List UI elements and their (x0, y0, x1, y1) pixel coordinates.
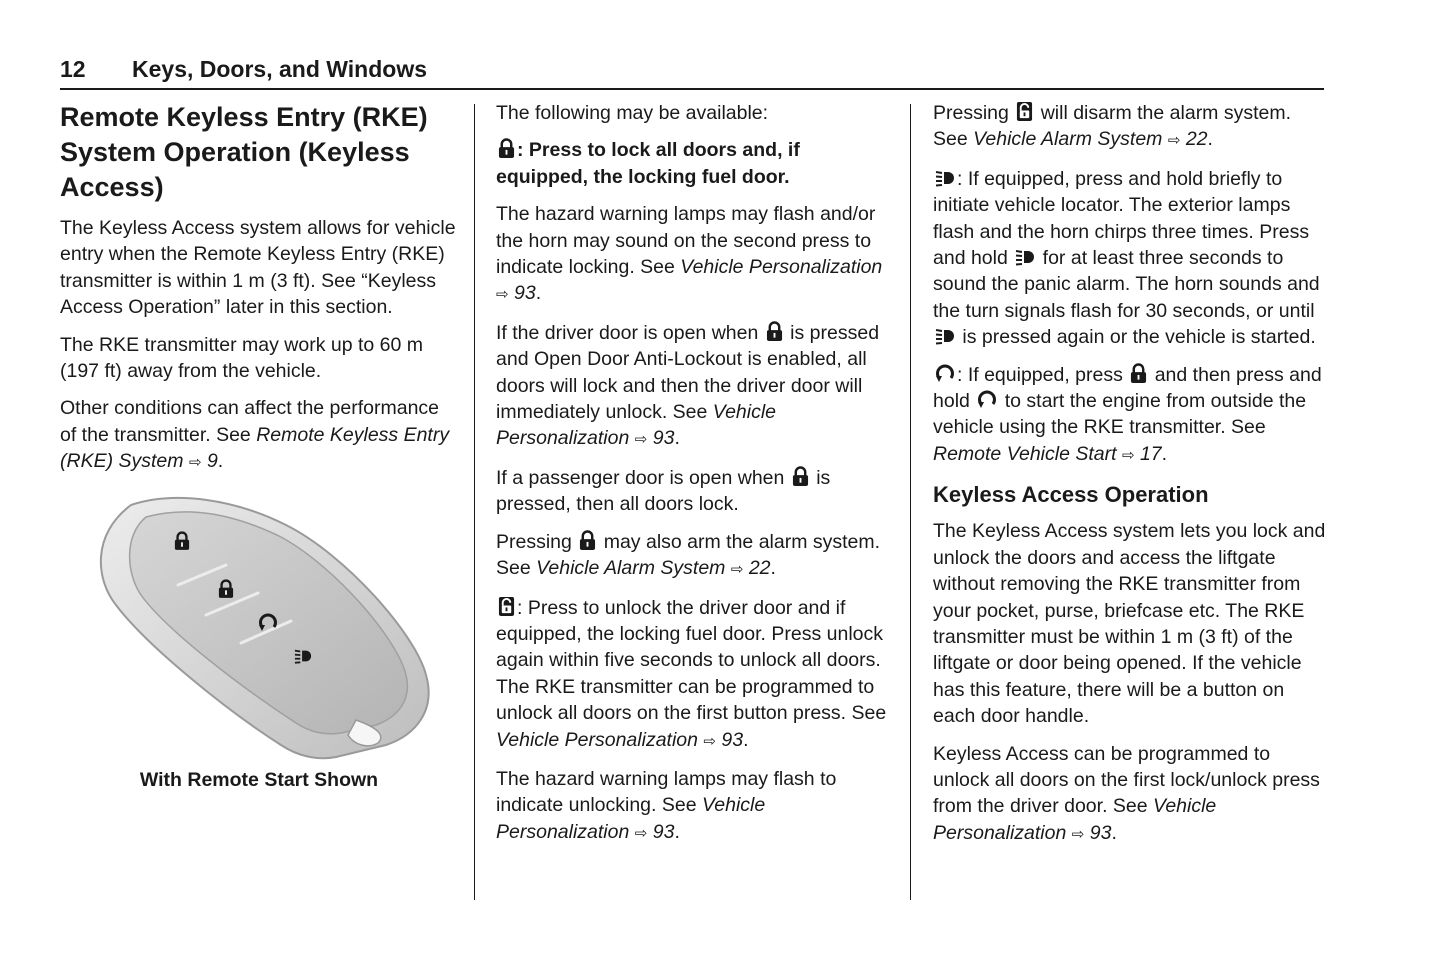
section-title: Keys, Doors, and Windows (132, 56, 428, 82)
cross-reference-link[interactable]: Remote Vehicle Start (933, 442, 1117, 465)
remote-start-icon (935, 362, 955, 384)
paragraph: The hazard warning lamps may flash and/or the horn may sound on the second press to indicate locking. See Vehicle Personalization ⇨ 93. (496, 203, 883, 305)
page-number: 12 (60, 56, 86, 82)
cross-reference-link[interactable]: Remote Keyless Entry (RKE) System (60, 423, 450, 473)
cross-reference-link[interactable]: Vehicle Personalization (933, 795, 1217, 844)
page-ref[interactable]: 93 (652, 427, 675, 450)
page-arrow-icon: ⇨ (1167, 132, 1181, 150)
unlock-icon (498, 596, 515, 617)
lock-icon (498, 138, 515, 159)
cross-reference-link[interactable]: Vehicle Alarm System (536, 557, 726, 580)
remote-start-icon (977, 388, 997, 410)
page-ref[interactable]: 93 (514, 282, 536, 305)
cross-reference-link[interactable]: Vehicle Personalization (680, 256, 883, 279)
page-arrow-icon: ⇨ (1071, 825, 1085, 843)
paragraph: Pressing will disarm the alarm system. See Vehicle Alarm System ⇨ 22. (933, 102, 1292, 151)
page-header (60, 54, 1324, 90)
column-2 (496, 100, 894, 858)
paragraph: If the driver door is open when is pressed and Open Door Anti-Lockout is enabled, all doors will lock and then the driver door will immediately unlock. See Vehicle Personalization ⇨ 93. (496, 321, 880, 450)
lock-icon (579, 530, 596, 551)
page-ref[interactable]: 9 (206, 450, 218, 473)
cross-reference-link[interactable]: Vehicle Personalization (496, 401, 777, 450)
lock-icon (1130, 363, 1147, 384)
page-arrow-icon: ⇨ (1121, 446, 1135, 464)
figure-caption: With Remote Start Shown (139, 768, 379, 791)
paragraph: The Keyless Access system allows for vehicle entry when the Remote Keyless Entry (RKE) transmitter is within 1 m (3 ft). See “Keyless Access Operation” later in this section. (60, 217, 456, 319)
paragraph: The following may be available: (496, 102, 769, 124)
page-arrow-icon: ⇨ (634, 431, 648, 449)
cross-reference-link[interactable]: Vehicle Personalization (496, 794, 766, 843)
paragraph: If a passenger door is open when is pressed, then all doors lock. (496, 466, 831, 516)
page-ref[interactable]: 17 (1139, 442, 1162, 465)
paragraph: : Press to lock all doors and, if equipped, the locking fuel door. (496, 139, 800, 188)
cross-reference-link[interactable]: Vehicle Alarm System (973, 128, 1163, 151)
paragraph: The RKE transmitter may work up to 60 m (197 ft) away from the vehicle. (60, 333, 424, 383)
page-ref[interactable]: 93 (721, 728, 744, 751)
paragraph: : If equipped, press and hold briefly to initiate vehicle locator. The exterior lamps flash and the horn chirps three times. Press and hold for at least three seconds to sound the panic alarm. The horn sounds and the turn signals flash for 30 seconds, or until is pressed again or the vehicle is started. (933, 167, 1320, 349)
key-fob-image (78, 491, 438, 761)
page-arrow-icon: ⇨ (703, 732, 716, 750)
cross-reference-link[interactable]: Vehicle Personalization (496, 728, 698, 751)
page-arrow-icon: ⇨ (634, 824, 648, 842)
page-ref[interactable]: 22 (1185, 128, 1208, 151)
page-ref[interactable]: 93 (652, 820, 675, 843)
section-heading: Keyless Access Operation (933, 482, 1209, 508)
vehicle-locator-icon (935, 168, 955, 188)
paragraph: : If equipped, press and then press and hold to start the engine from outside the vehicle using the RKE transmitter. See Remote Vehicle Start ⇨ 17. (933, 363, 1322, 465)
vehicle-locator-icon (935, 326, 955, 346)
page-arrow-icon: ⇨ (730, 561, 744, 579)
paragraph: : Press to unlock the driver door and if equipped, the locking fuel door. Press unlock again within five seconds to unlock all doors. The RKE transmitter can be programmed to unlock all doors on the first button press. See Vehicle Personalization ⇨ 93. (496, 596, 887, 751)
column-divider (910, 104, 911, 900)
lock-icon (792, 466, 809, 487)
lock-icon (766, 321, 783, 342)
column-3 (933, 100, 1329, 859)
vehicle-locator-icon (1015, 247, 1035, 267)
paragraph: The Keyless Access system lets you lock and unlock the doors and access the liftgate without removing the RKE transmitter from your pocket, purse, briefcase etc. The RKE transmitter must be within 1 m (3 ft) of the liftgate or door being opened. If the vehicle has this feature, there will be a button on each door handle. (933, 520, 1326, 728)
paragraph: Other conditions can affect the performance of the transmitter. See Remote Keyless Entry (RKE) System ⇨ 9. (60, 397, 450, 473)
paragraph: Pressing may also arm the alarm system. See Vehicle Alarm System ⇨ 22. (496, 530, 881, 580)
paragraph: The hazard warning lamps may flash to indicate unlocking. See Vehicle Personalization ⇨ 93. (496, 767, 837, 843)
paragraph: Keyless Access can be programmed to unlock all doors on the first lock/unlock press from the driver door. See Vehicle Personalization ⇨ 93. (933, 742, 1320, 844)
page-arrow-icon: ⇨ (496, 286, 509, 304)
page-title: Remote Keyless Entry (RKE) System Operation (Keyless Access) (60, 102, 428, 202)
page-ref[interactable]: 93 (1089, 821, 1112, 844)
page-ref[interactable]: 22 (748, 557, 771, 580)
column-1 (60, 100, 458, 793)
page-arrow-icon: ⇨ (188, 454, 202, 472)
column-divider (474, 104, 475, 900)
unlock-icon (1016, 101, 1033, 122)
